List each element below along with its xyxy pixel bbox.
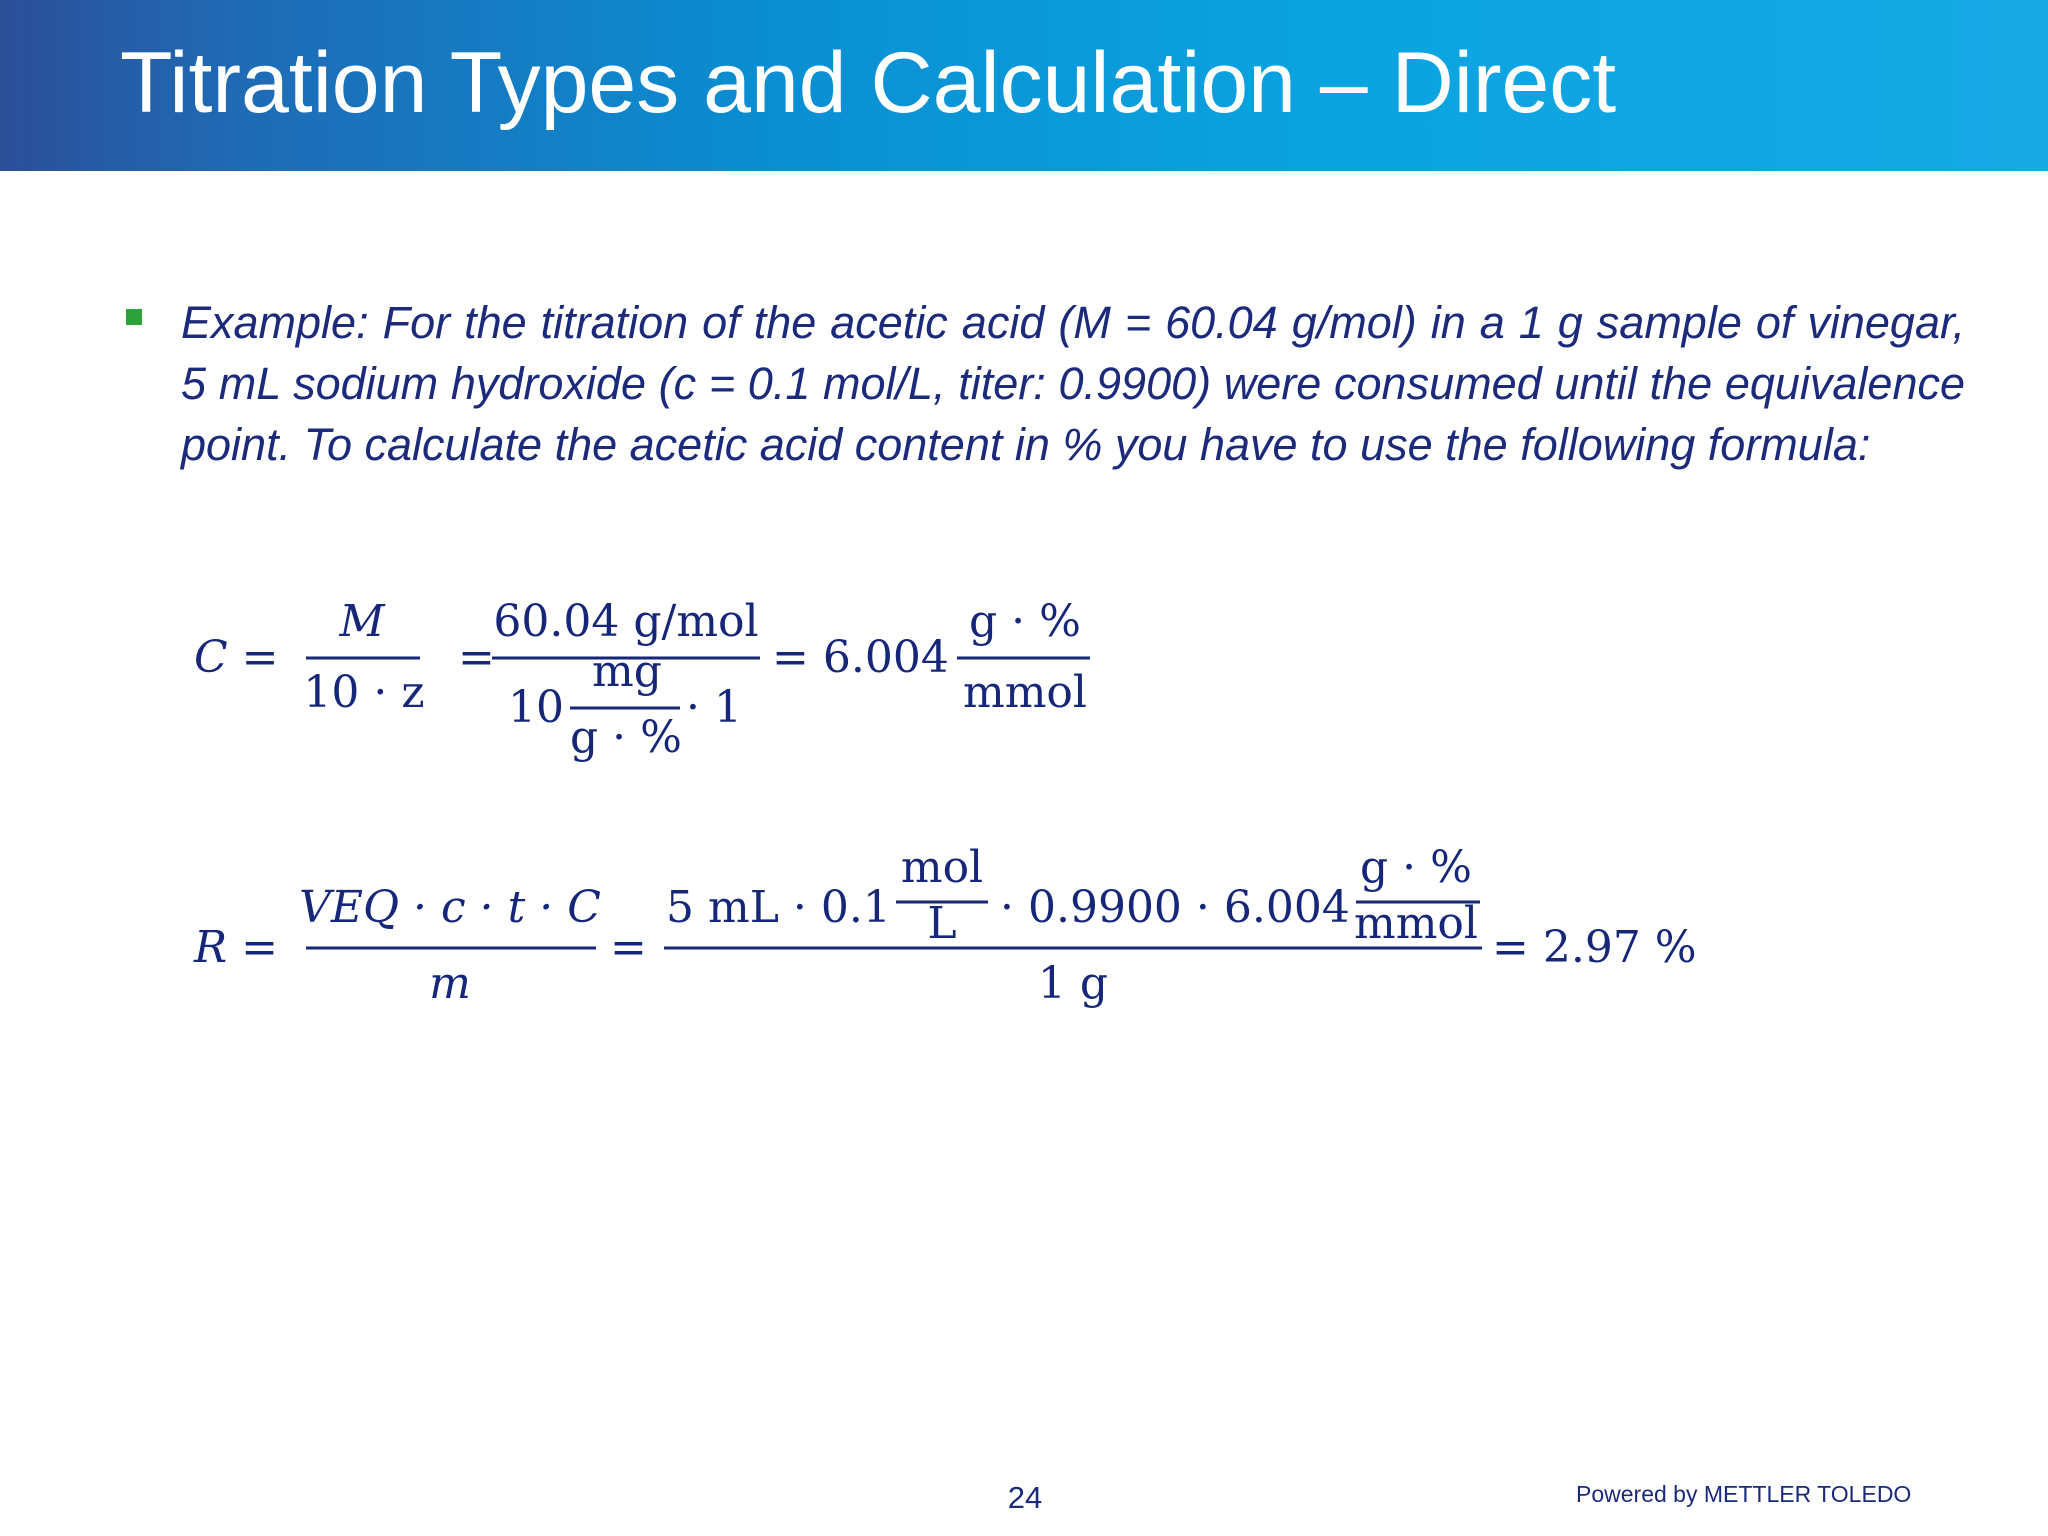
footer-powered-by: Powered by METTLER TOLEDO bbox=[1576, 1481, 1912, 1507]
formula-c-unit-num: g · % bbox=[969, 596, 1081, 647]
formula-r-num-sub1-den: L bbox=[927, 898, 957, 949]
formula-c bbox=[180, 580, 1120, 780]
formula-r-result: = 2.97 % bbox=[1492, 922, 1697, 973]
slide-title: Titration Types and Calculation – Direct bbox=[120, 35, 1617, 131]
formula-c-frac2-den-post: · 1 bbox=[686, 682, 742, 733]
formula-r-frac1-num: VEQ · c · t · C bbox=[299, 882, 601, 933]
formula-c-frac2-den-pre: 10 bbox=[508, 682, 564, 733]
formula-r-num-part1: 5 mL · 0.1 bbox=[666, 882, 891, 933]
example-paragraph: Example: For the titration of the acetic acid (M = 60.04 g/mol) in a 1 g sample of vinegar, 5 mL sodium hydroxide (c = 0.1 mol/L, titer: 0.9900) were consumed until the equivalence point. To calculate the acetic acid content in % you have to use the following formula: bbox=[181, 297, 1965, 470]
formula-r-num-sub2-num: g · % bbox=[1360, 842, 1472, 893]
formula-r bbox=[180, 830, 1740, 1030]
formula-c-frac1-num: M bbox=[339, 596, 385, 647]
formula-r-num-sub2-den: mmol bbox=[1353, 898, 1479, 949]
formula-r-num-part2: · 0.9900 · 6.004 bbox=[1000, 882, 1350, 933]
formula-c-frac2-den-sub-num: mg bbox=[592, 646, 662, 697]
formula-c-eq2: = 6.004 bbox=[772, 632, 949, 683]
formula-c-frac2-num: 60.04 g/mol bbox=[493, 596, 759, 647]
formula-r-eq1: = bbox=[610, 922, 647, 973]
formula-c-unit-den: mmol bbox=[962, 667, 1088, 718]
bullet-square-icon bbox=[126, 309, 142, 325]
formula-r-lhs: R = bbox=[194, 922, 278, 973]
title-bar bbox=[0, 0, 2048, 171]
formula-r-frac1-den: m bbox=[429, 958, 471, 1009]
formula-c-eq1: = bbox=[458, 632, 495, 683]
formula-c-frac2-den-sub-den: g · % bbox=[570, 712, 682, 763]
formula-r-num-sub1-num: mol bbox=[900, 842, 984, 893]
formula-r-den: 1 g bbox=[1037, 958, 1109, 1009]
page-number: 24 bbox=[1007, 1480, 1043, 1515]
formula-c-lhs: C = bbox=[194, 632, 279, 683]
formula-c-frac1-den: 10 · z bbox=[303, 667, 425, 718]
